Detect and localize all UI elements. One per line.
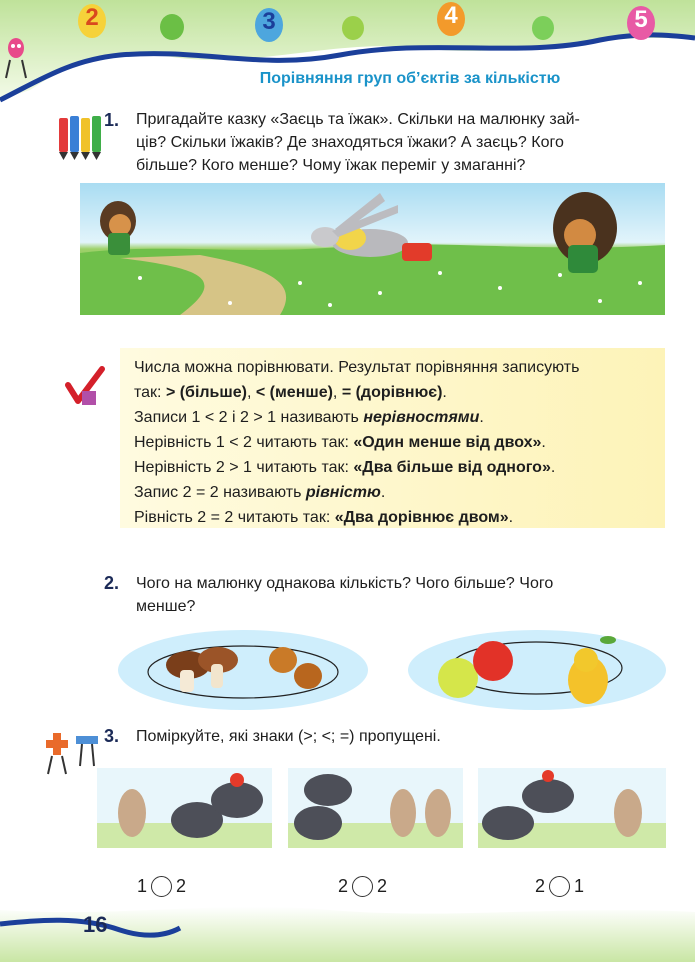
digit-5-icon: 5 — [627, 6, 655, 40]
task-number: 3. — [104, 726, 120, 746]
comparison-right: 2 — [176, 876, 187, 896]
task-number: 2. — [104, 573, 120, 593]
hare-hedgehog-panel-3 — [478, 768, 666, 848]
hare-hedgehog-panel-2 — [288, 768, 463, 848]
digit-3-icon: 3 — [255, 8, 283, 42]
digit-figure-icon — [160, 14, 184, 40]
comparison-left: 2 — [535, 876, 546, 896]
comparison-left: 2 — [338, 876, 349, 896]
comparison-right: 1 — [574, 876, 585, 896]
task-text: Поміркуйте, які знаки (>; <; =) пропущені. — [136, 728, 441, 745]
rule-line: Нерівність 2 > 1 читають так: «Два більше від одного». — [134, 459, 556, 476]
comparison-right: 2 — [377, 876, 388, 896]
hare-hedgehog-illustration — [80, 183, 665, 315]
rule-line: Записи 1 < 2 і 2 > 1 називають нерівностями. — [134, 409, 484, 426]
rule-line: так: > (більше), < (менше), = (дорівнює). — [134, 384, 447, 401]
mushrooms-nuts-illustration — [118, 630, 368, 710]
comparison-left: 1 — [137, 876, 148, 896]
apples-pears-illustration — [408, 628, 666, 712]
task-text: Пригадайте казку «Заєць та їжак». Скільки на малюнку зай- ців? Скільки їжаків? Де знаходяться їжаки? А заєць? Кого більше? Кого менше? Чому їжак переміг у змаганні? — [136, 111, 580, 174]
digit-4-icon: 4 — [437, 2, 465, 36]
task-text: Чого на малюнку однакова кількість? Чого більше? Чого менше? — [136, 575, 554, 615]
plus-minus-characters-icon — [38, 726, 106, 778]
checkmark-icon — [64, 365, 106, 409]
rule-text — [134, 355, 664, 530]
digit-2-icon: 2 — [78, 4, 106, 38]
pencils-icon — [57, 110, 103, 162]
page-number: 16 — [83, 912, 108, 937]
rule-line: Числа можна порівнювати. Результат порівняння записують — [134, 359, 580, 376]
rule-line: Нерівність 1 < 2 читають так: «Один менше від двох». — [134, 434, 546, 451]
digit-figure-2-icon — [532, 16, 554, 40]
rule-line: Рівність 2 = 2 читають так: «Два дорівнює двом». — [134, 509, 514, 526]
rule-line: Запис 2 = 2 називають рівністю. — [134, 484, 386, 501]
hare-hedgehog-panel-1 — [97, 768, 272, 848]
frog-figure-icon — [342, 16, 364, 40]
page-title: Порівняння груп об’єктів за кількістю — [259, 70, 561, 87]
task-number: 1. — [104, 110, 120, 130]
